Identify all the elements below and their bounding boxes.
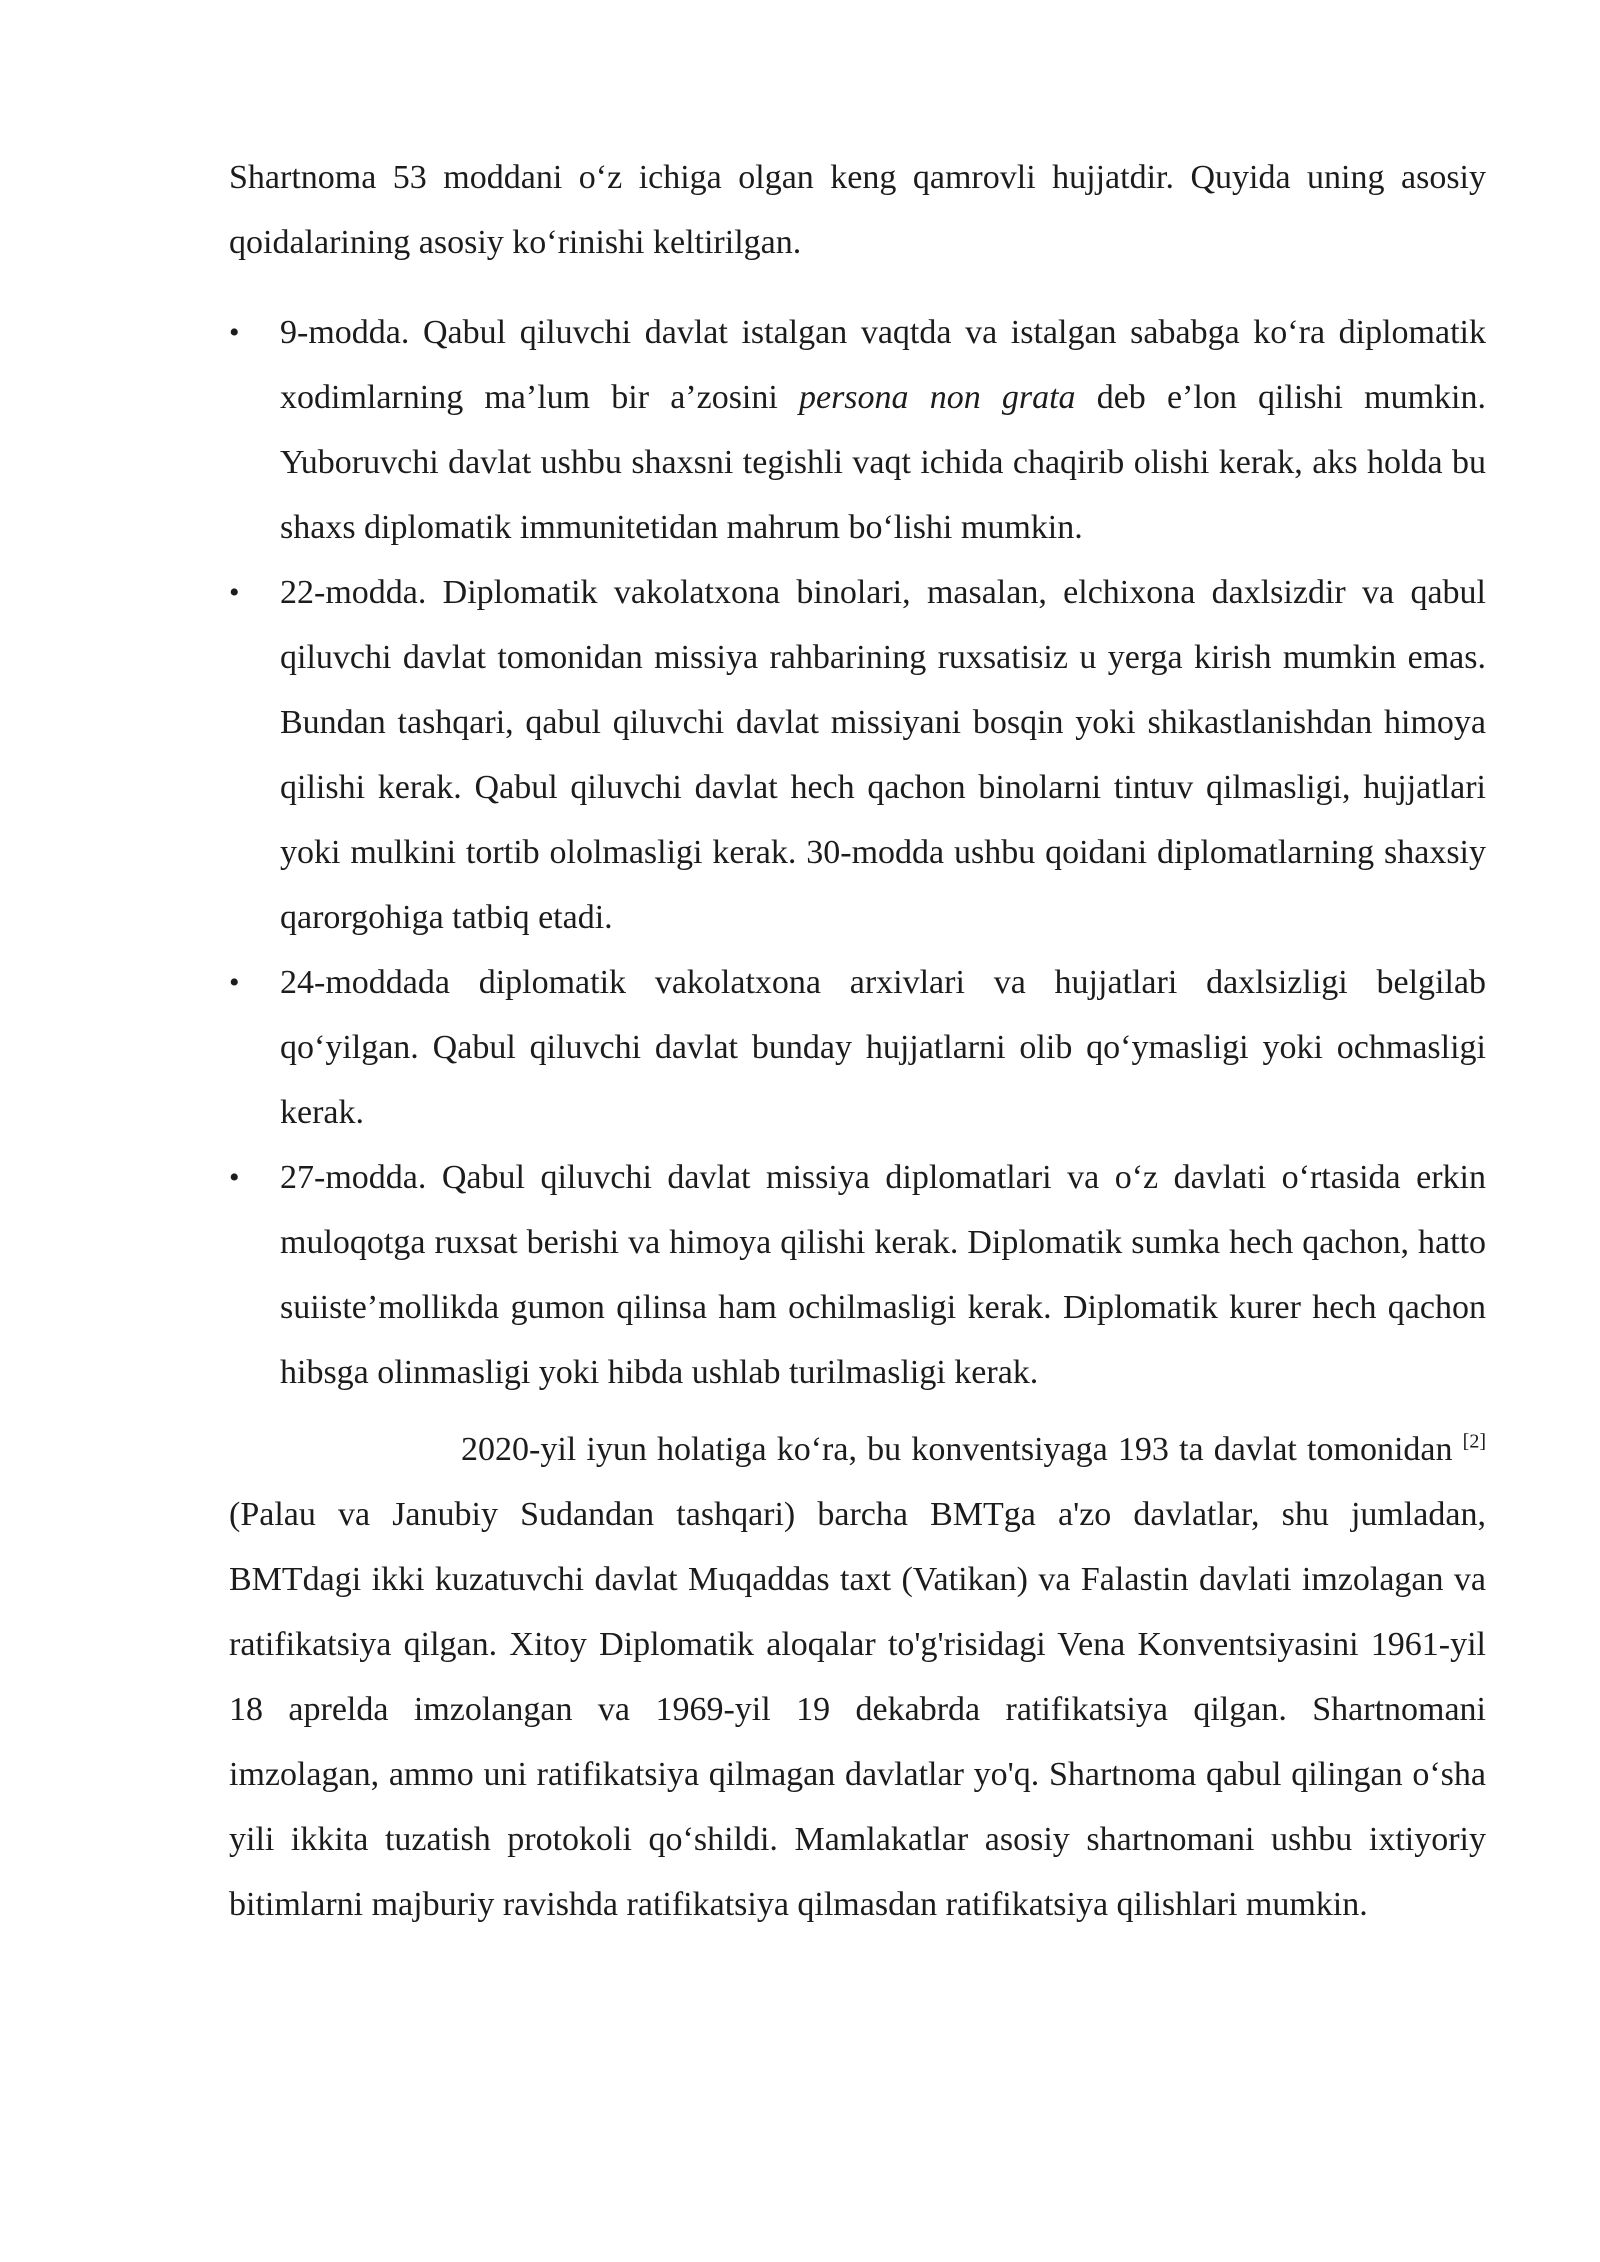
article-9-text-start: 9-modda. Qabul qiluvchi davlat istalgan vaqtda va istalgan sababga ko‘ra diplomatik xodimlarning ma’lum bir a’zosini xyxy=(280,314,1486,416)
list-item-article-22 xyxy=(229,560,1486,950)
closing-text-start: 2020-yil iyun holatiga ko‘ra, bu konventsiyaga 193 ta davlat tomonidan xyxy=(461,1431,1463,1468)
bullet-icon: • xyxy=(229,966,240,999)
article-24-text: 24-moddada diplomatik vakolatxona arxivlari va hujjatlari daxlsizligi belgilab qo‘yilgan. Qabul qiluvchi davlat bunday hujjatlarni olib qo‘ymasligi yoki ochmasligi kerak. xyxy=(280,964,1486,1131)
article-list xyxy=(229,300,1486,1405)
closing-text-end: (Palau va Janubiy Sudandan tashqari) barcha BMTga a'zo davlatlar, shu jumladan, BMTdagi ikki kuzatuvchi davlat Muqaddas taxt (Vatikan) va Falastin davlati imzolagan va ratifikatsiya qilgan. Xitoy Diplomatik aloqalar to'g'risidagi Vena Konventsiyasini 1961-yil 18 aprelda imzolangan va 1969-yil 19 dekabrda ratifikatsiya qilgan. Shartnomani imzolagan, ammo uni ratifikatsiya qilmagan davlatlar yo'q. Shartnoma qabul qilingan o‘sha yili ikkita tuzatish protokoli qo‘shildi. Mamlakatlar asosiy shartnomani ushbu ixtiyoriy bitimlarni majburiy ravishda ratifikatsiya qilmasdan ratifikatsiya qilishlari mumkin. xyxy=(229,1496,1486,1923)
footnote-reference[interactable]: [2] xyxy=(1462,1430,1486,1453)
article-27-text: 27-modda. Qabul qiluvchi davlat missiya diplomatlari va o‘z davlati o‘rtasida erkin muloqotga ruxsat berishi va himoya qilishi kerak. Diplomatik sumka hech qachon, hatto suiiste’mollikda gumon qilinsa ham ochilmasligi kerak. Diplomatik kurer hech qachon hibsga olinmasligi yoki hibda ushlab turilmasligi kerak. xyxy=(280,1159,1486,1391)
list-item-article-9 xyxy=(229,300,1486,560)
closing-paragraph xyxy=(229,1417,1486,1937)
article-22-text: 22-modda. Diplomatik vakolatxona binolari, masalan, elchixona daxlsizdir va qabul qiluvchi davlat tomonidan missiya rahbarining ruxsatisiz u yerga kirish mumkin emas. Bundan tashqari, qabul qiluvchi davlat missiyani bosqin yoki shikastlanishdan himoya qilishi kerak. Qabul qiluvchi davlat hech qachon binolarni tintuv qilmasligi, hujjatlari yoki mulkini tortib ololmasligi kerak. 30-modda ushbu qoidani diplomatlarning shaxsiy qarorgohiga tatbiq etadi. xyxy=(280,574,1486,936)
bullet-icon: • xyxy=(229,316,240,349)
list-item-article-24 xyxy=(229,950,1486,1145)
list-item-article-27 xyxy=(229,1145,1486,1405)
article-9-emphasis: persona non grata xyxy=(798,379,1076,416)
article-9-text-end: deb e’lon qilishi mumkin. Yuboruvchi davlat ushbu shaxsni tegishli vaqt ichida chaqirib olishi kerak, aks holda bu shaxs diplomatik immunitetidan mahrum bo‘lishi mumkin. xyxy=(280,379,1486,546)
bullet-icon: • xyxy=(229,576,240,609)
bullet-icon: • xyxy=(229,1161,240,1194)
document-page xyxy=(229,145,1486,1937)
intro-paragraph: Shartnoma 53 moddani o‘z ichiga olgan keng qamrovli hujjatdir. Quyida uning asosiy qoidalarining asosiy ko‘rinishi keltirilgan. xyxy=(229,159,1486,261)
